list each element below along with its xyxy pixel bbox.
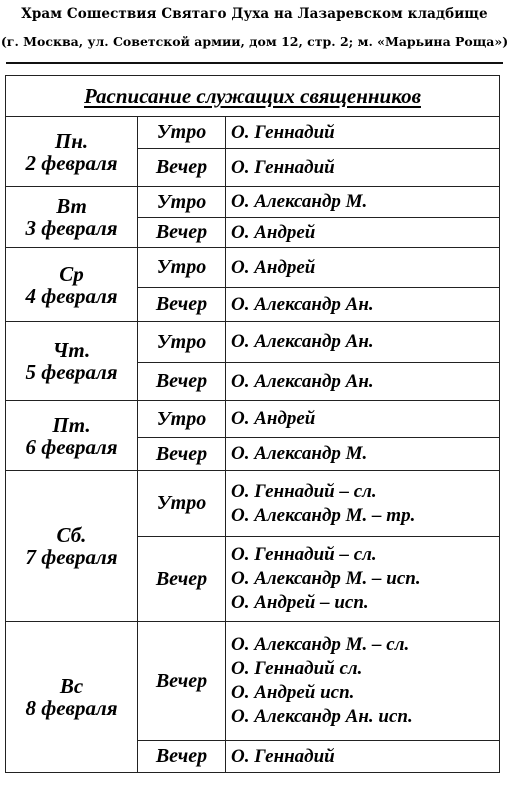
priest-entry: О. Геннадий [231,121,335,143]
day-name: Ср [59,261,84,286]
day-date: 5 февраля [25,360,118,384]
service-time: Утро [138,248,226,288]
priest-entry: О. Геннадий [231,156,335,178]
priest-entry: О. Геннадий – сл. [231,480,377,502]
priest-entry: О. Александр Ан. исп. [231,706,413,727]
table-row [6,622,500,741]
day-cell [6,117,138,187]
day-name: Сб. [56,523,87,547]
day-cell [6,622,138,773]
table-row [6,117,500,149]
table-row [6,401,500,438]
priest-entry: О. Александр Ан. [231,370,374,392]
schedule-title-cell [6,76,500,117]
service-time: Вечер [138,438,226,471]
service-time: Вечер [138,149,226,187]
service-time: Утро [138,187,226,218]
service-time: Вечер [138,537,226,622]
priest-cell [226,248,500,288]
day-cell [6,322,138,401]
priest-entry: О. Андрей [231,408,316,429]
day-name: Пн. [54,128,89,153]
title-row [6,76,500,117]
service-time: Вечер [138,288,226,322]
service-time: Вечер [138,622,226,741]
priest-entry: О. Александр М. – тр. [231,504,416,526]
priest-entry: О. Александр Ан. [231,331,374,352]
day-cell [6,248,138,322]
day-cell [6,401,138,471]
priest-entry: О. Андрей исп. [231,682,355,703]
priest-cell [226,537,500,622]
page-header [0,0,509,66]
service-time: Утро [138,117,226,149]
day-date: 2 февраля [25,150,118,175]
day-cell [6,471,138,622]
priest-cell [226,117,500,149]
priest-entry: О. Андрей [231,221,316,243]
church-name: Храм Сошествия Святаго Духа на Лазаревском кладбище [21,6,488,22]
priest-entry: О. Александр М. [231,191,368,212]
church-address: (г. Москва, ул. Советской армии, дом 12, стр. 2; м. «Марьина Роща») [0,34,509,49]
service-time: Утро [138,471,226,537]
priest-cell [226,363,500,401]
service-time: Утро [138,401,226,438]
day-date: 8 февраля [25,696,118,720]
service-time: Утро [138,322,226,363]
schedule-title: Расписание служащих священников [84,83,421,108]
priest-cell [226,218,500,248]
day-date: 3 февраля [25,216,118,240]
table-row [6,322,500,363]
priest-cell [226,149,500,187]
day-date: 4 февраля [25,283,118,308]
day-date: 7 февраля [25,545,118,569]
service-time: Вечер [138,363,226,401]
table-row [6,471,500,537]
day-name: Вт [56,194,87,218]
table-row [6,248,500,288]
priest-cell [226,741,500,773]
priest-cell [226,401,500,438]
service-time: Вечер [138,741,226,773]
table-row [6,187,500,218]
header-divider [6,62,503,64]
priest-cell [226,622,500,741]
priest-entry: О. Геннадий – сл. [231,544,377,565]
priest-cell [226,187,500,218]
priest-cell [226,322,500,363]
priest-entry: О. Андрей – исп. [231,592,369,613]
priest-entry: О. Александр Ан. [231,293,374,315]
priest-entry: О. Александр М. [231,443,368,464]
priest-cell [226,288,500,322]
schedule-table [5,75,500,773]
priest-entry: О. Геннадий [231,745,335,767]
day-cell [6,187,138,248]
priest-entry: О. Александр М. – сл. [231,634,410,655]
priest-cell [226,471,500,537]
day-name: Вс [59,674,84,698]
priest-entry: О. Андрей [231,256,316,278]
priest-entry: О. Геннадий сл. [231,658,363,679]
priest-entry: О. Александр М. – исп. [231,568,421,589]
day-date: 6 февраля [25,434,118,459]
day-name: Пт. [52,412,91,437]
priest-cell [226,438,500,471]
service-time: Вечер [138,218,226,248]
day-name: Чт. [52,338,91,362]
